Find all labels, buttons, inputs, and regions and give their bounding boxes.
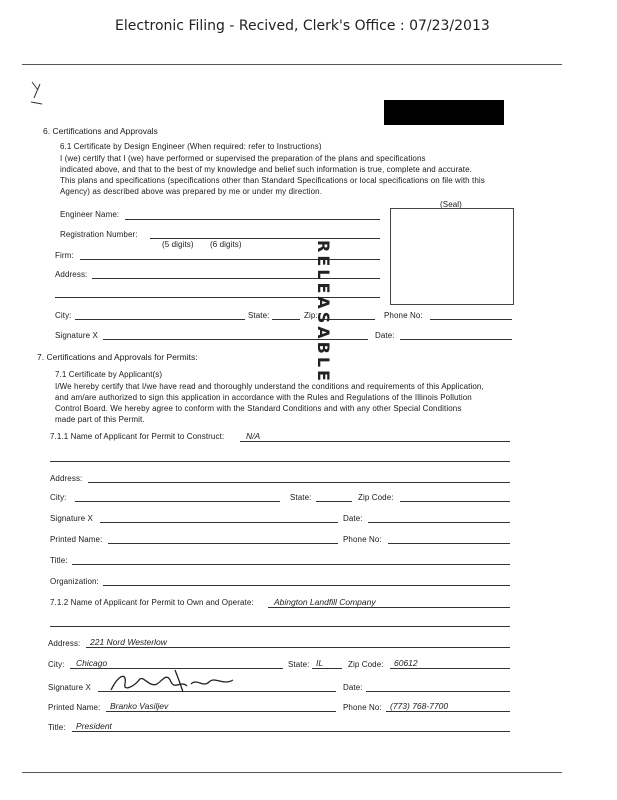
section7-para: and am/are authorized to sign this application in accordance with the Rules and Regulations of the Illinois Pollution <box>55 393 472 402</box>
own-state-label: State: <box>288 660 310 669</box>
six-digits-hint: (6 digits) <box>210 240 242 249</box>
own-signature-label: Signature X <box>48 683 91 692</box>
handwritten-signature <box>105 666 240 696</box>
own-phone-field[interactable] <box>386 711 510 712</box>
own-printed-name-field[interactable] <box>106 711 336 712</box>
zip-label: Zip: <box>304 311 318 320</box>
printed-name-label-711: Printed Name: <box>50 535 103 544</box>
zip-field-711[interactable] <box>400 501 510 502</box>
own-field[interactable] <box>268 607 510 608</box>
section7-sub: 7.1 Certificate by Applicant(s) <box>55 370 163 379</box>
phone-field[interactable] <box>430 319 512 320</box>
section7-heading: 7. Certifications and Approvals for Permits: <box>37 352 198 362</box>
date-label-711: Date: <box>343 514 363 523</box>
own-zip-label: Zip Code: <box>348 660 384 669</box>
registration-field[interactable] <box>150 238 380 239</box>
address-field[interactable] <box>92 278 380 279</box>
registration-label: Registration Number: <box>60 230 138 239</box>
own-state-value: IL <box>316 658 324 668</box>
own-printed-name-value: Branko Vasiljev <box>110 701 169 711</box>
signature-field-711[interactable] <box>100 522 338 523</box>
section7-para: made part of this Permit. <box>55 415 145 424</box>
own-value: Abington Landfill Company <box>274 597 376 607</box>
own-address-label: Address: <box>48 639 81 648</box>
city-field[interactable] <box>75 319 245 320</box>
own-phone-label: Phone No: <box>343 703 382 712</box>
printed-name-field-711[interactable] <box>108 543 338 544</box>
margin-mark <box>28 78 48 108</box>
five-digits-hint: (5 digits) <box>162 240 194 249</box>
organization-field-711[interactable] <box>103 585 510 586</box>
date-field[interactable] <box>400 339 512 340</box>
section7-para: Control Board. We hereby agree to conform with the Standard Conditions and with any other Special Conditions <box>55 404 462 413</box>
section6-sub: 6.1 Certificate by Design Engineer (When required: refer to Instructions) <box>60 142 322 151</box>
state-field-711[interactable] <box>316 501 352 502</box>
city-label-711: City: <box>50 493 67 502</box>
state-label: State: <box>248 311 270 320</box>
phone-label: Phone No: <box>384 311 423 320</box>
city-field-711[interactable] <box>75 501 280 502</box>
header-rule <box>22 64 562 65</box>
firm-label: Firm: <box>55 251 74 260</box>
title-field-711[interactable] <box>72 564 510 565</box>
seal-label: (Seal) <box>440 200 462 209</box>
own-address-value: 221 Nord Westerlow <box>90 637 167 647</box>
own-city-value: Chicago <box>76 658 108 668</box>
seal-box <box>390 208 514 305</box>
own-address-field[interactable] <box>86 647 510 648</box>
section6-para: indicated above, and that to the best of my knowledge and belief such information is true, complete and accurate. <box>60 165 472 174</box>
section6-para: Agency) as described above was prepared by me or under my direction. <box>60 187 323 196</box>
phone-field-711[interactable] <box>388 543 510 544</box>
section6-para: I (we) certify that I (we) have performed or supervised the preparation of the plans and specifications <box>60 154 426 163</box>
state-label-711: State: <box>290 493 312 502</box>
phone-label-711: Phone No: <box>343 535 382 544</box>
engineer-name-label: Engineer Name: <box>60 210 120 219</box>
address-label: Address: <box>55 270 88 279</box>
firm-field[interactable] <box>80 259 380 260</box>
section6-para: This plans and specifications (specifications other than Standard Specifications or local specifications on file with this <box>60 176 485 185</box>
address-field-711[interactable] <box>88 482 510 483</box>
section7-para: I/We hereby certify that I/we have read and thoroughly understand the conditions and requirements of this Application, <box>55 382 484 391</box>
own-title-value: President <box>76 721 112 731</box>
state-field[interactable] <box>272 319 300 320</box>
own-date-label: Date: <box>343 683 363 692</box>
signature-label: Signature X <box>55 331 98 340</box>
zip-label-711: Zip Code: <box>358 493 394 502</box>
construct-field[interactable] <box>240 441 510 442</box>
section6-heading: 6. Certifications and Approvals <box>43 126 158 136</box>
own-date-field[interactable] <box>366 691 510 692</box>
footer-rule <box>22 772 562 773</box>
own-zip-field[interactable] <box>390 668 510 669</box>
city-label: City: <box>55 311 72 320</box>
own-zip-value: 60612 <box>394 658 418 668</box>
signature-label-711: Signature X <box>50 514 93 523</box>
filing-header: Electronic Filing - Recived, Clerk's Office : 07/23/2013 <box>115 18 490 34</box>
engineer-name-field[interactable] <box>125 219 380 220</box>
own-state-field[interactable] <box>312 668 342 669</box>
own-title-field[interactable] <box>72 731 510 732</box>
own-field-2[interactable] <box>50 626 510 627</box>
title-label-711: Title: <box>50 556 68 565</box>
own-printed-name-label: Printed Name: <box>48 703 101 712</box>
redaction-box <box>384 100 504 125</box>
date-label: Date: <box>375 331 395 340</box>
own-title-label: Title: <box>48 723 66 732</box>
construct-field-2[interactable] <box>50 461 510 462</box>
construct-label: 7.1.1 Name of Applicant for Permit to Construct: <box>50 432 225 441</box>
own-phone-value: (773) 768-7700 <box>390 701 449 711</box>
construct-value: N/A <box>246 431 261 441</box>
own-city-label: City: <box>48 660 65 669</box>
address-label-711: Address: <box>50 474 83 483</box>
date-field-711[interactable] <box>368 522 510 523</box>
releasable-stamp: RELEASABLE <box>314 240 333 384</box>
organization-label-711: Organization: <box>50 577 99 586</box>
own-label: 7.1.2 Name of Applicant for Permit to Own and Operate: <box>50 598 254 607</box>
